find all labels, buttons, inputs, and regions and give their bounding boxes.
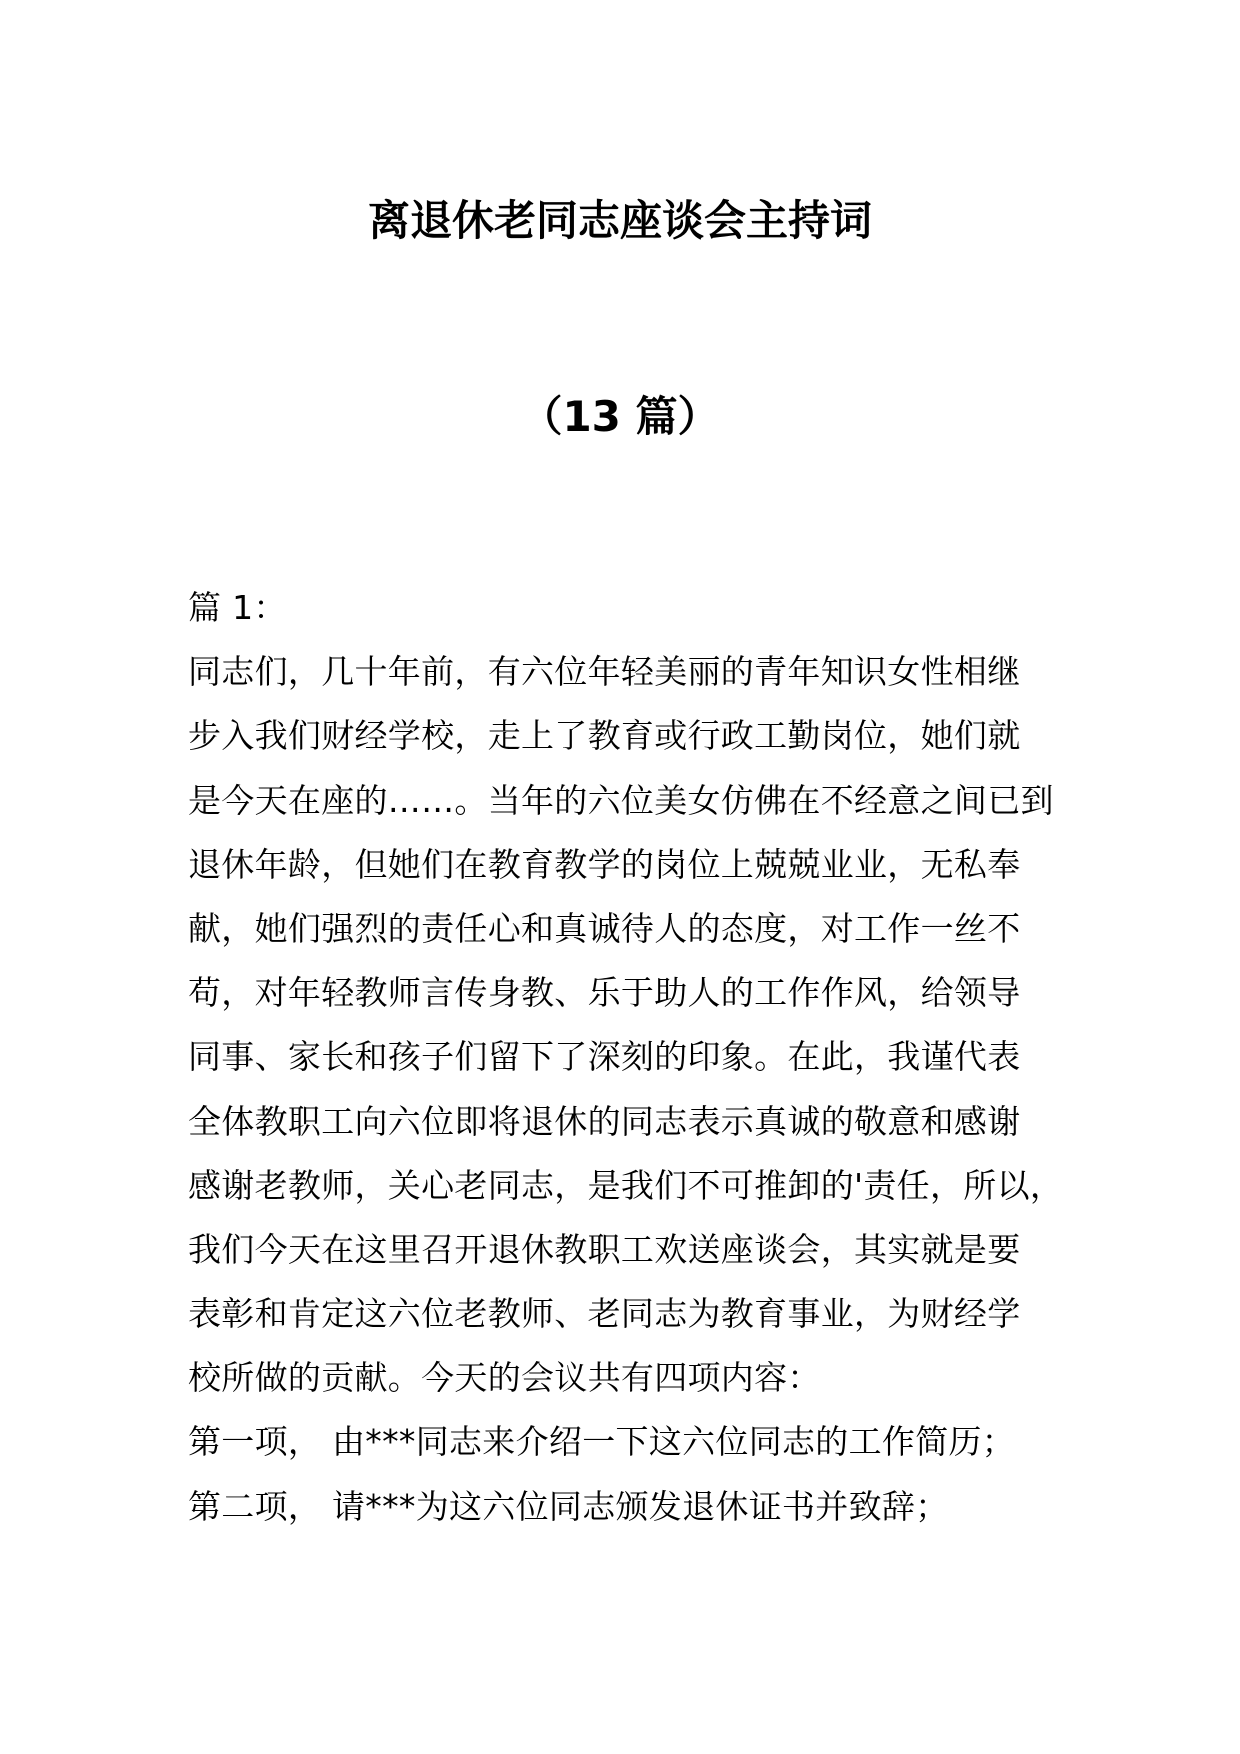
- paragraph-line: 苟，对年轻教师言传身教、乐于助人的工作作风，给领导: [188, 973, 1021, 1013]
- paragraph-line: 退休年龄，但她们在教育教学的岗位上兢兢业业，无私奉: [188, 844, 1021, 884]
- paragraph-line: 是今天在座的……。当年的六位美女仿佛在不经意之间已到: [188, 780, 1054, 820]
- document-body: [188, 576, 1088, 1539]
- paragraph-line: 同志们，几十年前，有六位年轻美丽的青年知识女性相继: [188, 652, 1021, 692]
- paragraph-line: 表彰和肯定这六位老教师、老同志为教育事业，为财经学: [188, 1294, 1021, 1334]
- paragraph-line: 步入我们财经学校，走上了教育或行政工勤岗位，她们就: [188, 716, 1021, 756]
- paragraph-line: 同事、家长和孩子们留下了深刻的印象。在此，我谨代表: [188, 1037, 1021, 1077]
- paragraph-line: 我们今天在这里召开退休教职工欢送座谈会，其实就是要: [188, 1229, 1021, 1269]
- paragraph-line: 献，她们强烈的责任心和真诚待人的态度，对工作一丝不: [188, 908, 1021, 948]
- paragraph-line: 感谢老教师，关心老同志，是我们不可推卸的'责任，所以，: [188, 1165, 1064, 1205]
- document-subtitle: （13 篇）: [520, 392, 720, 441]
- agenda-item: 第二项， 请***为这六位同志颁发退休证书并致辞；: [188, 1486, 949, 1526]
- document-title: 离退休老同志座谈会主持词: [367, 196, 872, 245]
- section-heading: 篇 1：: [188, 588, 287, 627]
- agenda-item: 第一项， 由***同志来介绍一下这六位同志的工作简历；: [188, 1422, 1016, 1462]
- paragraph-line: 校所做的贡献。今天的会议共有四项内容：: [188, 1358, 821, 1398]
- paragraph-line: 全体教职工向六位即将退休的同志表示真诚的敬意和感谢: [188, 1101, 1021, 1141]
